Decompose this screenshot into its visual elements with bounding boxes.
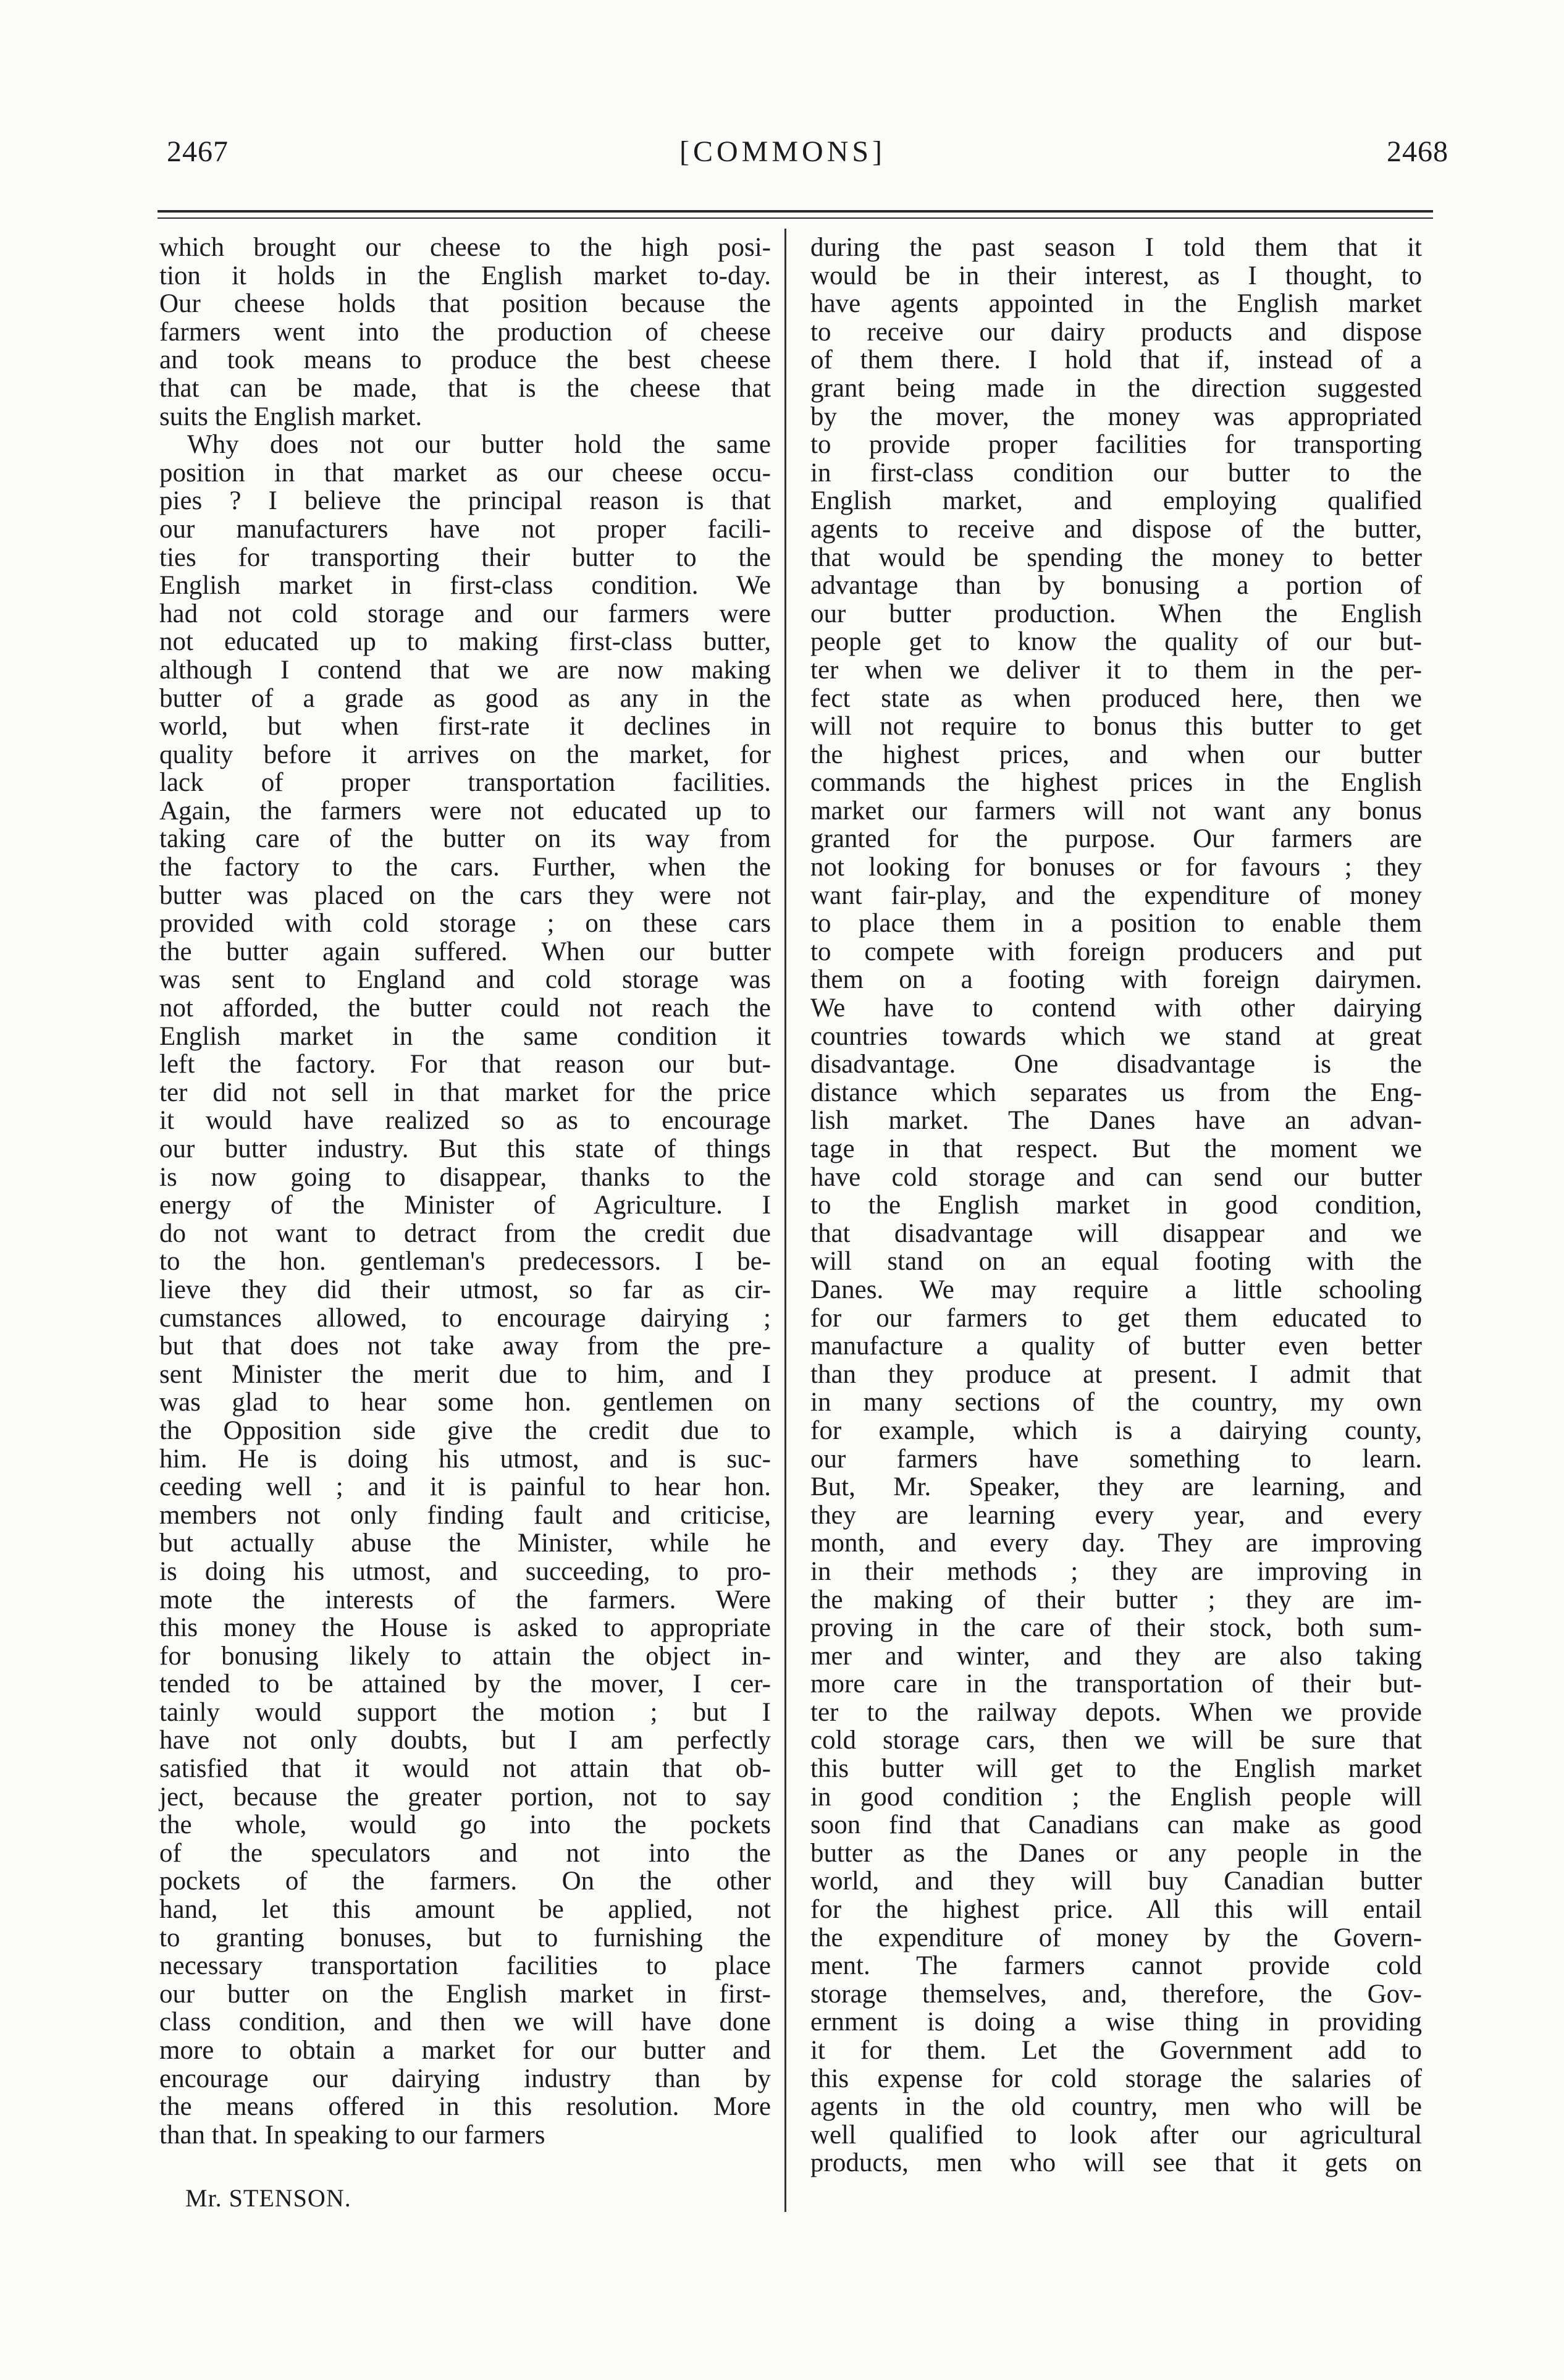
text-line: that can be made, that is the cheese that <box>159 373 771 403</box>
text-line: the Opposition side give the credit due to <box>159 1416 771 1445</box>
text-line: sent Minister the merit due to him, and I <box>159 1359 771 1389</box>
text-line: them on a footing with foreign dairymen. <box>810 965 1422 995</box>
text-line: well qualified to look after our agricultural <box>810 2120 1422 2150</box>
text-line: granted for the purpose. Our farmers are <box>810 824 1422 854</box>
text-line: soon find that Canadians can make as good <box>810 1810 1422 1840</box>
text-line: Danes. We may require a little schooling <box>810 1275 1422 1304</box>
text-line: have cold storage and can send our butter <box>810 1162 1422 1192</box>
text-line: to granting bonuses, but to furnishing the <box>159 1923 771 1952</box>
text-line: English market in the same condition it <box>159 1021 771 1051</box>
text-line: disadvantage. One disadvantage is the <box>810 1050 1422 1079</box>
text-line: to place them in a position to enable them <box>810 909 1422 939</box>
text-line: our manufacturers have not proper facili- <box>159 514 771 544</box>
text-line: proving in the care of their stock, both sum- <box>810 1613 1422 1643</box>
text-line: ernment is doing a wise thing in providing <box>810 2007 1422 2037</box>
text-line: him. He is doing his utmost, and is suc- <box>159 1444 771 1474</box>
text-line: would be in their interest, as I thought, to <box>810 261 1422 290</box>
text-line: distance which separates us from the Eng- <box>810 1078 1422 1107</box>
text-line: our butter on the English market in first- <box>159 1979 771 2009</box>
text-line: not afforded, the butter could not reach the <box>159 994 771 1023</box>
text-line: fect state as when produced here, then we <box>810 683 1422 713</box>
text-line: was glad to hear some hon. gentlemen on <box>159 1388 771 1417</box>
text-line: is now going to disappear, thanks to the <box>159 1162 771 1192</box>
text-line: lack of proper transportation facilities. <box>159 768 771 798</box>
text-line: the factory to the cars. Further, when the <box>159 853 771 882</box>
text-line: butter was placed on the cars they were not <box>159 880 771 910</box>
text-line: Again, the farmers were not educated up to <box>159 796 771 825</box>
text-line: it for them. Let the Government add to <box>810 2036 1422 2065</box>
text-line: the highest prices, and when our butter <box>810 740 1422 769</box>
text-line: pockets of the farmers. On the other <box>159 1867 771 1896</box>
text-line: English market in first-class condition. We <box>159 571 771 601</box>
text-line: to provide proper facilities for transporting <box>810 430 1422 460</box>
text-line: necessary transportation facilities to place <box>159 1951 771 1981</box>
text-line: ject, because the greater portion, not to say <box>159 1782 771 1812</box>
text-line: during the past season I told them that it <box>810 233 1422 262</box>
text-line: quality before it arrives on the market, for <box>159 740 771 769</box>
text-line: will not require to bonus this butter to get <box>810 712 1422 741</box>
text-line: which brought our cheese to the high posi- <box>159 233 771 262</box>
text-line: ter to the railway depots. When we provide <box>810 1697 1422 1727</box>
text-line: our farmers have something to learn. <box>810 1444 1422 1474</box>
left-column <box>159 234 771 2149</box>
text-line: cumstances allowed, to encourage dairying ; <box>159 1303 771 1333</box>
text-line: have agents appointed in the English market <box>810 289 1422 319</box>
text-line: class condition, and then we will have done <box>159 2007 771 2037</box>
text-line: by the mover, the money was appropriated <box>810 402 1422 431</box>
text-line: agents in the old country, men who will be <box>810 2092 1422 2122</box>
text-line: for our farmers to get them educated to <box>810 1303 1422 1333</box>
header-rule-thick <box>158 210 1433 213</box>
text-line: was sent to England and cold storage was <box>159 965 771 995</box>
text-line: of the speculators and not into the <box>159 1838 771 1868</box>
text-line: in many sections of the country, my own <box>810 1388 1422 1417</box>
text-line: market our farmers will not want any bonus <box>810 796 1422 825</box>
text-line: although I contend that we are now making <box>159 655 771 685</box>
text-line: ter did not sell in that market for the price <box>159 1078 771 1107</box>
text-line: had not cold storage and our farmers were <box>159 599 771 628</box>
text-line: this money the House is asked to appropriate <box>159 1613 771 1643</box>
text-line: our butter production. When the English <box>810 599 1422 628</box>
text-line: and took means to produce the best cheese <box>159 345 771 375</box>
text-line: the whole, would go into the pockets <box>159 1810 771 1840</box>
text-line: more care in the transportation of their but- <box>810 1669 1422 1699</box>
right-column <box>810 234 1422 2177</box>
text-line: do not want to detract from the credit due <box>159 1218 771 1248</box>
text-line: butter as the Danes or any people in the <box>810 1838 1422 1868</box>
text-line: not looking for bonuses or for favours ; they <box>810 853 1422 882</box>
text-line: want fair-play, and the expenditure of money <box>810 880 1422 910</box>
text-line: people get to know the quality of our but- <box>810 627 1422 657</box>
text-line: tage in that respect. But the moment we <box>810 1134 1422 1163</box>
text-line: energy of the Minister of Agriculture. I <box>159 1191 771 1220</box>
text-line: position in that market as our cheese occu- <box>159 458 771 487</box>
text-line: encourage our dairying industry than by <box>159 2064 771 2093</box>
text-line: ties for transporting their butter to the <box>159 542 771 572</box>
text-line: suits the English market. <box>159 402 423 431</box>
text-line: satisfied that it would not attain that ob- <box>159 1754 771 1784</box>
text-line: left the factory. For that reason our but- <box>159 1050 771 1079</box>
text-line: products, men who will see that it gets on <box>810 2148 1422 2178</box>
speaker-attribution: Mr. STENSON. <box>185 2184 351 2212</box>
text-line: but actually abuse the Minister, while he <box>159 1529 771 1558</box>
text-line: in their methods ; they are improving in <box>810 1556 1422 1586</box>
text-line: more to obtain a market for our butter and <box>159 2036 771 2065</box>
running-header-title: [COMMONS] <box>679 135 886 168</box>
page-number-left: 2467 <box>167 135 229 168</box>
text-line: that would be spending the money to better <box>810 542 1422 572</box>
text-line: members not only finding fault and criticise, <box>159 1500 771 1530</box>
text-line: the butter again suffered. When our butter <box>159 937 771 966</box>
text-line: the means offered in this resolution. More <box>159 2092 771 2122</box>
text-line: world, and they will buy Canadian butter <box>810 1867 1422 1896</box>
text-line: But, Mr. Speaker, they are learning, and <box>810 1472 1422 1502</box>
text-line: in good condition ; the English people will <box>810 1782 1422 1812</box>
text-line: will stand on an equal footing with the <box>810 1247 1422 1277</box>
text-line: in first-class condition our butter to the <box>810 458 1422 487</box>
text-line: commands the highest prices in the English <box>810 768 1422 798</box>
header-rule-thin <box>158 217 1433 219</box>
text-line: to the English market in good condition, <box>810 1191 1422 1220</box>
text-line: ceeding well ; and it is painful to hear hon. <box>159 1472 771 1502</box>
text-line: the making of their butter ; they are im- <box>810 1585 1422 1614</box>
text-line: the expenditure of money by the Govern- <box>810 1923 1422 1952</box>
page-number-right: 2468 <box>1387 135 1448 168</box>
text-line: farmers went into the production of cheese <box>159 317 771 347</box>
text-line: provided with cold storage ; on these cars <box>159 909 771 939</box>
text-line: but that does not take away from the pre- <box>159 1331 771 1361</box>
text-line: manufacture a quality of butter even better <box>810 1331 1422 1361</box>
text-line: lieve they did their utmost, so far as cir- <box>159 1275 771 1304</box>
text-line: taking care of the butter on its way from <box>159 824 771 854</box>
text-line: hand, let this amount be applied, not <box>159 1895 771 1925</box>
text-line: this butter will get to the English market <box>810 1754 1422 1784</box>
text-line: to receive our dairy products and dispose <box>810 317 1422 347</box>
text-line: We have to contend with other dairying <box>810 994 1422 1023</box>
text-line: tended to be attained by the mover, I cer- <box>159 1669 771 1699</box>
text-line: Our cheese holds that position because the <box>159 289 771 319</box>
text-line: for bonusing likely to attain the object in- <box>159 1641 771 1671</box>
text-line: not educated up to making first-class butter, <box>159 627 771 657</box>
text-line: agents to receive and dispose of the butter, <box>810 514 1422 544</box>
column-divider <box>784 229 786 2212</box>
text-line: than they produce at present. I admit that <box>810 1359 1422 1389</box>
text-line: to compete with foreign producers and put <box>810 937 1422 966</box>
text-line: they are learning every year, and every <box>810 1500 1422 1530</box>
text-line: butter of a grade as good as any in the <box>159 683 771 713</box>
text-line: pies ? I believe the principal reason is that <box>159 486 771 516</box>
text-line: is doing his utmost, and succeeding, to pro- <box>159 1556 771 1586</box>
text-line: ment. The farmers cannot provide cold <box>810 1951 1422 1981</box>
text-line: for example, which is a dairying county, <box>810 1416 1422 1445</box>
text-line: countries towards which we stand at great <box>810 1021 1422 1051</box>
text-line: English market, and employing qualified <box>810 486 1422 516</box>
text-line: it would have realized so as to encourage <box>159 1106 771 1136</box>
text-line: lish market. The Danes have an advan- <box>810 1106 1422 1136</box>
text-line: tion it holds in the English market to-day. <box>159 261 771 290</box>
text-line: our butter industry. But this state of things <box>159 1134 771 1163</box>
text-line: grant being made in the direction suggested <box>810 373 1422 403</box>
text-line: mote the interests of the farmers. Were <box>159 1585 771 1614</box>
text-line: storage themselves, and, therefore, the Gov- <box>810 1979 1422 2009</box>
text-line: cold storage cars, then we will be sure that <box>810 1726 1422 1755</box>
text-line: ter when we deliver it to them in the per- <box>810 655 1422 685</box>
text-line: have not only doubts, but I am perfectly <box>159 1726 771 1755</box>
text-line: that disadvantage will disappear and we <box>810 1218 1422 1248</box>
text-line: mer and winter, and they are also taking <box>810 1641 1422 1671</box>
text-line: Why does not our butter hold the same <box>187 430 771 460</box>
text-line: world, but when first-rate it declines in <box>159 712 771 741</box>
text-line: month, and every day. They are improving <box>810 1529 1422 1558</box>
text-line: tainly would support the motion ; but I <box>159 1697 771 1727</box>
text-line: than that. In speaking to our farmers <box>159 2120 545 2150</box>
text-line: for the highest price. All this will entail <box>810 1895 1422 1925</box>
text-line: advantage than by bonusing a portion of <box>810 571 1422 601</box>
text-line: to the hon. gentleman's predecessors. I be- <box>159 1247 771 1277</box>
text-line: of them there. I hold that if, instead of a <box>810 345 1422 375</box>
text-line: this expense for cold storage the salaries of <box>810 2064 1422 2093</box>
